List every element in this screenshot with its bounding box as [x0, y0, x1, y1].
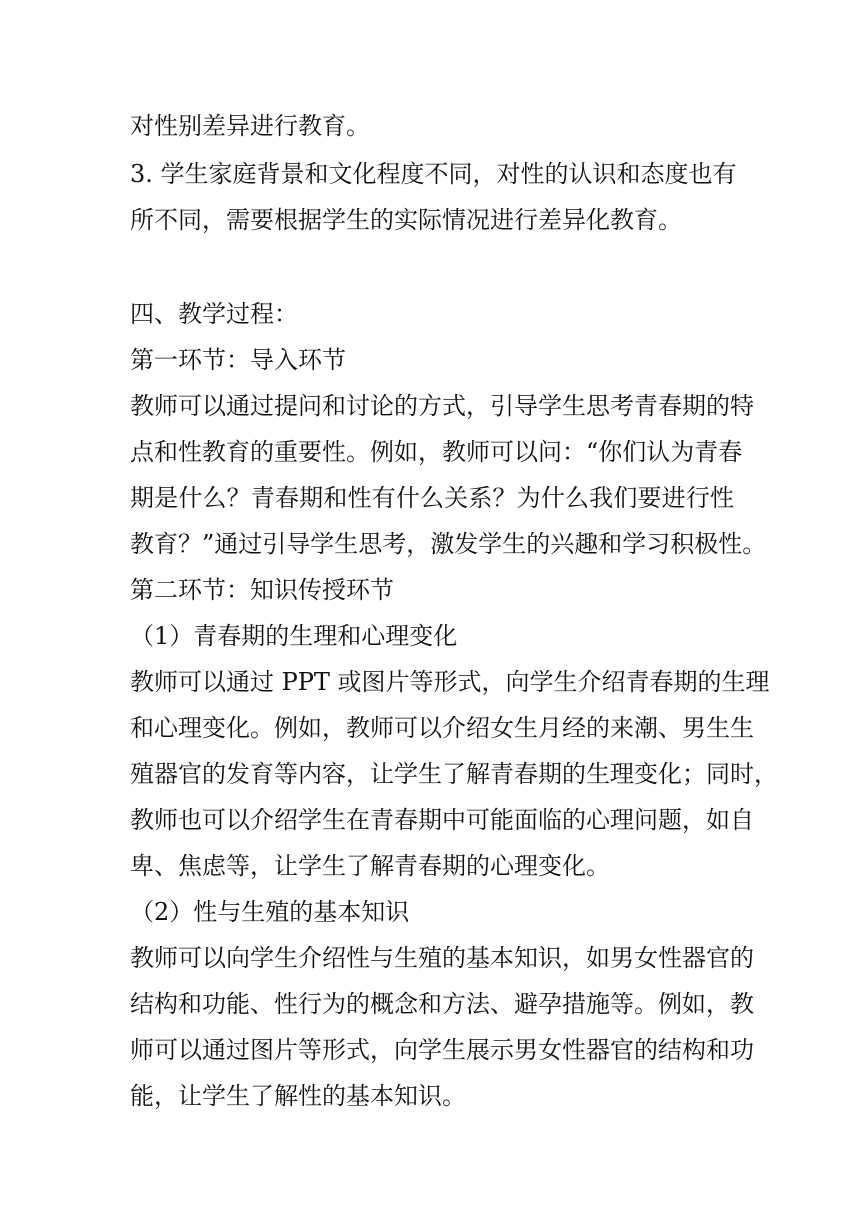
subsection-heading: 第一环节：导入环节: [130, 346, 346, 374]
text-line: 点和性教育的重要性。例如，教师可以问：“你们认为青春: [130, 438, 743, 466]
subsection-heading: 第二环节：知识传授环节: [130, 576, 394, 604]
text-line: 所不同，需要根据学生的实际情况进行差异化教育。: [130, 206, 682, 234]
text-line: 教师可以向学生介绍性与生殖的基本知识，如男女性器官的: [130, 944, 754, 972]
text-line: 和心理变化。例如，教师可以介绍女生月经的来潮、男生生: [130, 714, 754, 742]
item-heading: （2）性与生殖的基本知识: [130, 898, 410, 926]
text-line: 卑、焦虑等，让学生了解青春期的心理变化。: [130, 852, 610, 880]
text-line: 结构和功能、性行为的概念和方法、避孕措施等。例如，教: [130, 990, 754, 1018]
section-heading: 四、教学过程：: [130, 300, 298, 328]
text-line: 期是什么？青春期和性有什么关系？为什么我们要进行性: [130, 484, 734, 512]
text-line: 教育？”通过引导学生思考，激发学生的兴趣和学习积极性。: [130, 530, 767, 558]
text-line: 教师可以通过 PPT 或图片等形式，向学生介绍青春期的生理: [130, 668, 770, 696]
text-line: 对性别差异进行教育。: [130, 112, 370, 140]
text-line: 3. 学生家庭背景和文化程度不同，对性的认识和态度也有: [130, 160, 737, 188]
text-line: 教师也可以介绍学生在青春期中可能面临的心理问题，如自: [130, 806, 754, 834]
item-heading: （1）青春期的生理和心理变化: [130, 622, 458, 650]
text-line: 师可以通过图片等形式，向学生展示男女性器官的结构和功: [130, 1036, 754, 1064]
text-line: 殖器官的发育等内容，让学生了解青春期的生理变化；同时，: [130, 760, 778, 788]
text-line: 教师可以通过提问和讨论的方式，引导学生思考青春期的特: [130, 392, 754, 420]
text-line: 能，让学生了解性的基本知识。: [130, 1082, 466, 1110]
